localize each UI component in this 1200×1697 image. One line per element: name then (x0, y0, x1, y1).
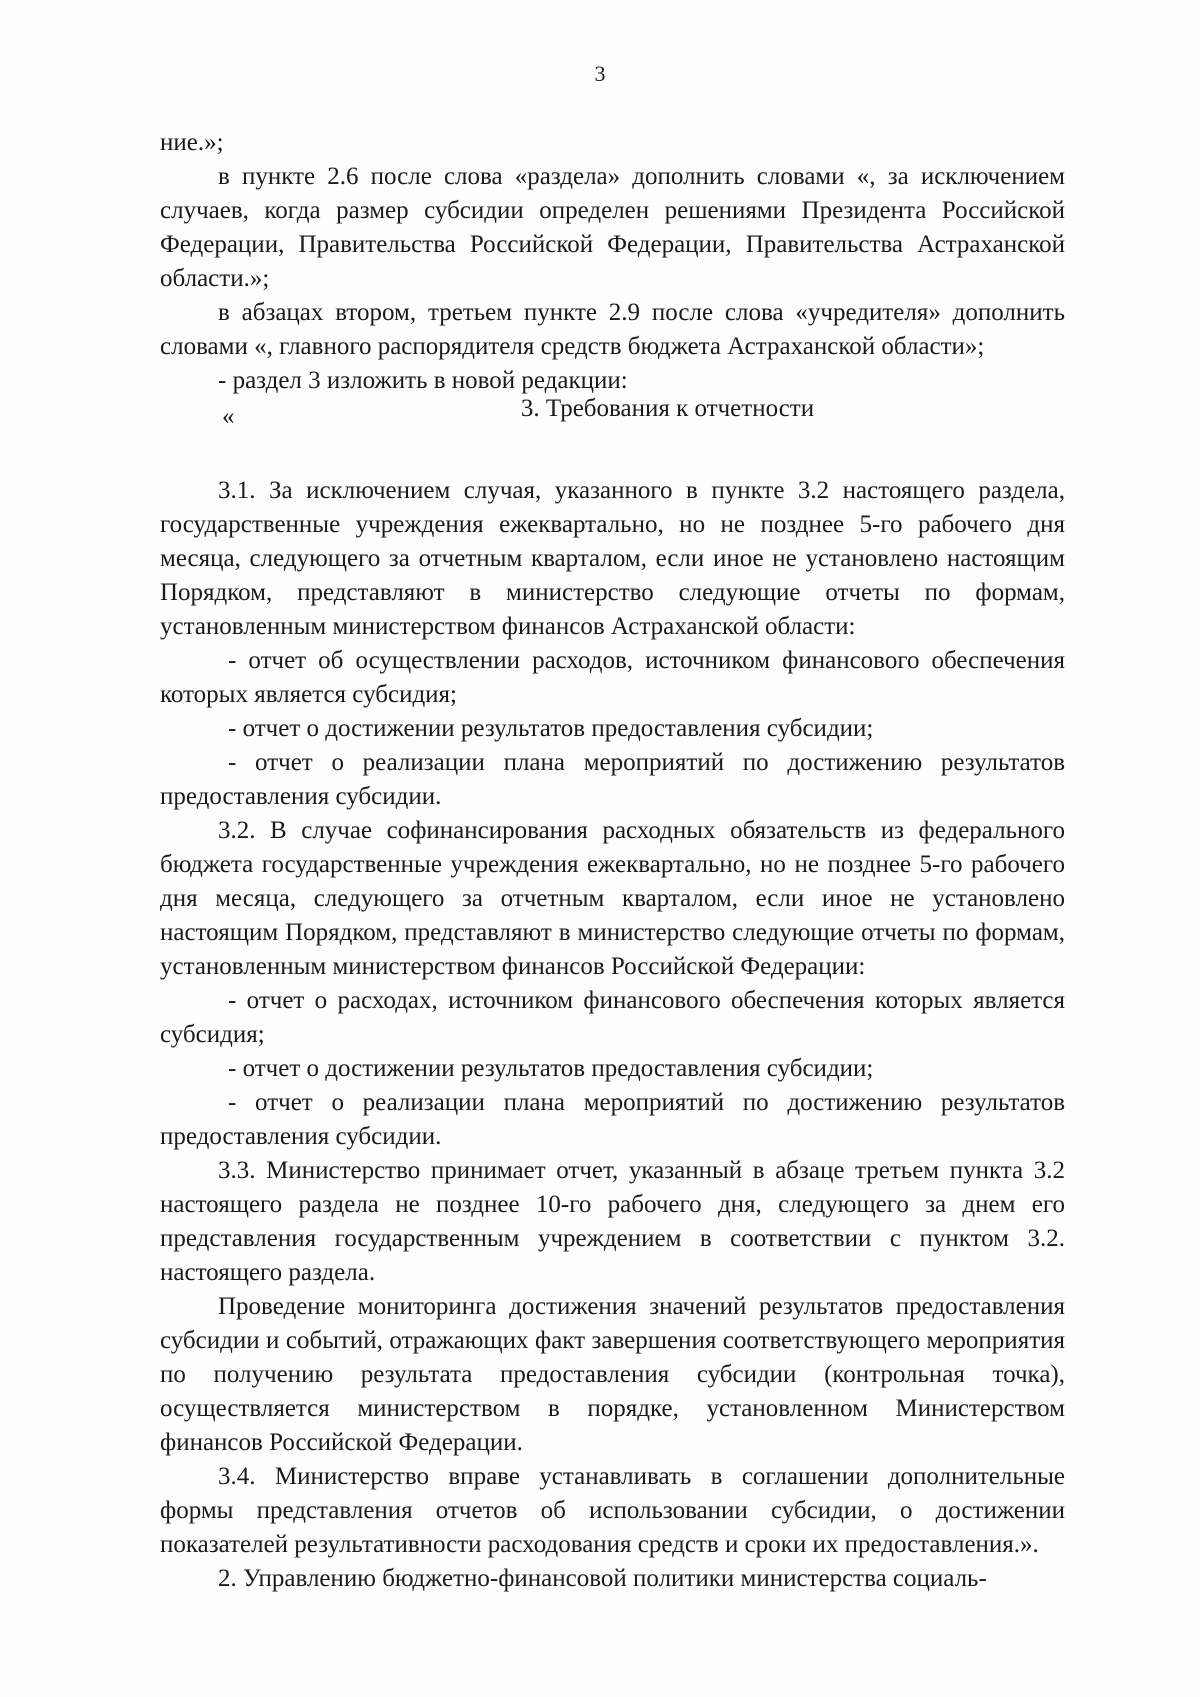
list-item-report-expenses: - отчет об осуществлении расходов, источником финансового обеспечения которых является субсидия; (160, 647, 1065, 708)
list-item-federal-report-expenses: - отчет о расходах, источником финансового обеспечения которых является субсидия; (160, 987, 1065, 1048)
page-number: 3 (594, 61, 606, 86)
paragraph-continuation: ние.»; (160, 129, 224, 156)
paragraph-3-3: 3.3. Министерство принимает отчет, указанный в абзаце третьем пункта 3.2 настоящего раздела не позднее 10-го рабочего дня, следующего за днем его представления государственным учреждением в соответствии с пунктом 3.2. настоящего раздела. (160, 1157, 1065, 1286)
paragraph-3-1: 3.1. За исключением случая, указанного в пункте 3.2 настоящего раздела, государственные учреждения ежеквартально, но не позднее 5-го рабочего дня месяца, следующего за отчетным кварталом, если иное не установлено настоящим Порядком, представляют в министерство следующие отчеты по формам, установленным министерством финансов Астраханской области: (160, 477, 1065, 640)
opening-quote: « (222, 403, 235, 430)
paragraph-3-4: 3.4. Министерство вправе устанавливать в соглашении дополнительные формы представления отчетов об использовании субсидии, о достижении показателей результативности расходования средств и сроки их предоставления.». (160, 1463, 1065, 1558)
section-heading (160, 395, 1065, 432)
paragraph-item-2: 2. Управлению бюджетно-финансовой политики министерства социаль- (218, 1565, 987, 1592)
list-item-report-results: - отчет о достижении результатов предоставления субсидии; (228, 715, 874, 742)
paragraph-item-2-9: в абзацах втором, третьем пункте 2.9 после слова «учредителя» дополнить словами «, главного распорядителя средств бюджета Астраханской области»; (160, 299, 1065, 360)
paragraph-monitoring: Проведение мониторинга достижения значений результатов предоставления субсидии и событий, отражающих факт завершения соответствующего мероприятия по получению результата предоставления субсидии (контрольная точка), осуществляется министерством в порядке, установленном Министерством финансов Российской Федерации. (160, 1293, 1065, 1456)
list-item-federal-report-plan: - отчет о реализации плана мероприятий по достижению результатов предоставления субсидии. (160, 1089, 1065, 1150)
list-item-report-plan: - отчет о реализации плана мероприятий по достижению результатов предоставления субсидии. (160, 749, 1065, 810)
paragraph-item-2-6: в пункте 2.6 после слова «раздела» дополнить словами «, за исключением случаев, когда размер субсидии определен решениями Президента Российской Федерации, Правительства Российской Федерации, Правительства Астраханской области.»; (160, 163, 1065, 292)
paragraph-section-3-intro: - раздел 3 изложить в новой редакции: (218, 367, 628, 394)
document-body (160, 126, 1065, 1596)
paragraph-3-2: 3.2. В случае софинансирования расходных обязательств из федерального бюджета государственные учреждения ежеквартально, но не позднее 5-го рабочего дня месяца, следующего за отчетным кварталом, если иное не установлено настоящим Порядком, представляют в министерство следующие отчеты по формам, установленным министерством финансов Российской Федерации: (160, 817, 1065, 980)
spacer (160, 432, 1065, 474)
list-item-federal-report-results: - отчет о достижении результатов предоставления субсидии; (228, 1055, 874, 1082)
section-title: 3. Требования к отчетности (520, 395, 815, 422)
